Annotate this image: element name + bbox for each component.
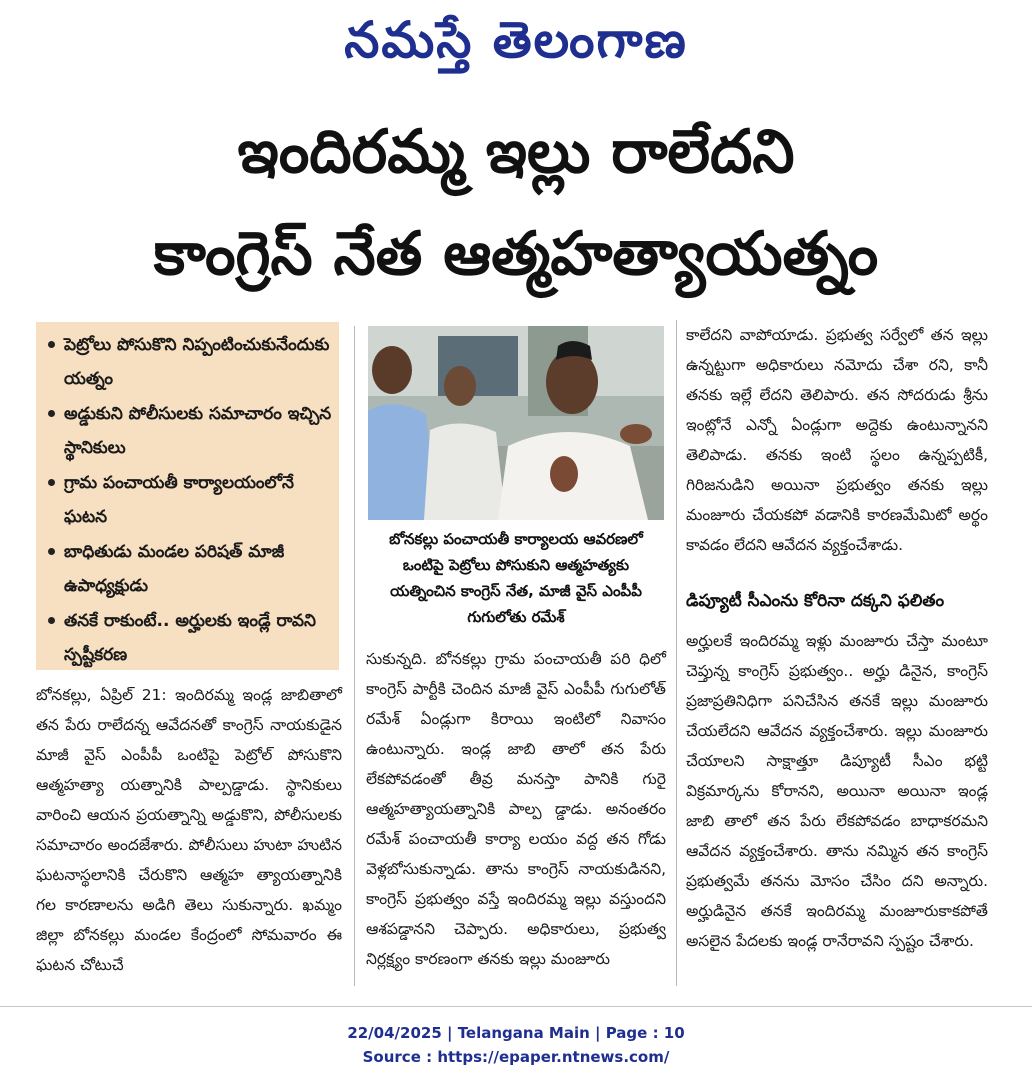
footer-divider: [0, 1006, 1032, 1007]
article-column-3-bottom: అర్హులకే ఇందిరమ్మ ఇళ్లు మంజూరు చేస్తా మంటూ చెప్తున్న కాంగ్రెస్ ప్రభుత్వం.. అర్హు డినైన, కాంగ్రెస్ ప్రజాప్రతినిధిగా పనిచేసిన తనకే ఇల్లు మంజూరు చేయలేదని ఆవేదన వ్యక్తంచేశారు. ఇల్లు మంజూరు చేయాలని సాక్షాత్తూ డిప్యూటీ సీఎం భట్టి విక్రమార్కను కోరానని, అయినా అయినా ఇండ్ల జాబి తాలో తన పేరు లేకపోవడం బాధాకరమని ఆవేదన వ్యక్తంచేశారు. తాను నమ్మిన తన కాంగ్రెస్ ప్రభుత్వమే తనను మోసం చేసిం దని అన్నారు. అర్హుడినైన తనకే ఇందిరమ్మ మంజూరుకాకపోతే అసలైన పేదలకు ఇండ్ల రానేరావని స్పష్టం చేశారు.: [686, 632, 988, 950]
highlight-item: పెట్రోలు పోసుకొని నిప్పంటించుకునేందుకు యత్నం: [46, 328, 333, 396]
column-divider: [676, 320, 677, 986]
footer-edition-info: 22/04/2025 | Telangana Main | Page : 10: [347, 1024, 685, 1042]
highlight-item: తనకే రాకుంటే.. అర్హులకు ఇండ్లే రావని స్పష్టీకరణ: [46, 604, 333, 672]
headline-line-1: ఇందిరమ్మ ఇల్లు రాలేదని: [237, 117, 795, 187]
news-photo: [368, 326, 664, 520]
article-column-1: బోనకల్లు, ఏప్రిల్ 21: ఇందిరమ్మ ఇండ్ల జాబితాలో తన పేరు రాలేదన్న ఆవేదనతో కాంగ్రెస్ నాయకుడైన మాజీ వైస్ ఎంపీపీ ఒంటిపై పెట్రోల్ పోసుకొని ఆత్మహత్యా యత్నానికి పాల్పడ్డాడు. స్థానికులు వారించి ఆయన ప్రయత్నాన్ని అడ్డుకొని, పోలీసులకు సమాచారం అందజేశారు. పోలీసులు హుటా హుటిన ఘటనాస్థలానికి చేరుకొని ఆత్మహ త్యాయత్నానికి గల కారణాలను అడిగి తెలు సుకున్నారు. ఖమ్మం జిల్లా బోనకల్లు మండల కేంద్రంలో సోమవారం ఈ ఘటన చోటుచే: [36, 686, 342, 974]
highlight-item: అడ్డుకుని పోలీసులకు సమాచారం ఇచ్చిన స్థానికులు: [46, 397, 333, 465]
article-subheading: డిప్యూటీ సీఎంను కోరినా దక్కని ఫలితం: [686, 591, 945, 611]
highlights-list: [46, 328, 333, 672]
highlight-item: గ్రామ పంచాయతీ కార్యాలయంలోనే ఘటన: [46, 466, 333, 534]
footer-source-link[interactable]: Source : https://epaper.ntnews.com/: [362, 1048, 670, 1066]
highlights-box: [36, 322, 339, 670]
newspaper-masthead: [0, 8, 1032, 72]
headline-line-2: కాంగ్రెస్ నేత ఆత్మహత్యాయత్నం: [153, 219, 879, 289]
article-column-3-top: కాలేదని వాపోయాడు. ప్రభుత్వ సర్వేలో తన ఇల్లు ఉన్నట్టుగా అధికారులు నమోదు చేశా రని, కానీ తనకు ఇల్లే లేదని తెలిపారు. తన సోదరుడు శ్రీను ఇంట్లోనే ఎన్నో ఏండ్లుగా అద్దెకు ఉంటున్నానని తెలిపాడు. తనకు ఇంటి స్థలం ఉన్నప్పటికీ, గిరిజనుడిని అయినా ప్రభుత్వం తనకు ఇల్లు మంజూరు చేయకపో వడానికి కారణమేమిటో అర్థం కావడం లేదని ఆవేదన వ్యక్తంచేశాడు.: [686, 326, 988, 554]
news-photo-image: [368, 326, 664, 520]
highlight-item: బాధితుడు మండల పరిషత్ మాజీ ఉపాధ్యక్షుడు: [46, 535, 333, 603]
column-divider: [354, 326, 355, 986]
article-column-2: సుకున్నది. బోనకల్లు గ్రామ పంచాయతీ పరి ధిలో కాంగ్రెస్ పార్టీకి చెందిన మాజీ వైస్ ఎంపీపీ గుగులోత్ రమేశ్ ఏండ్లుగా కిరాయి ఇంటిలో నివాసం ఉంటున్నారు. ఇండ్ల జాబి తాలో తన పేరు లేకపోవడంతో తీవ్ర మనస్తా పానికి గురై ఆత్మహత్యాయత్నానికి పాల్ప డ్డాడు. అనంతరం రమేశ్ పంచాయతీ కార్యా లయం వద్ద తన గోడు వెళ్లబోసుకున్నాడు. తాను కాంగ్రెస్ నాయకుడినని, కాంగ్రెస్ ప్రభుత్వం వస్తే ఇందిరమ్మ ఇల్లు వస్తుందని ఆశపడ్డానని చెప్పారు. అధికారులు, ప్రభుత్వ నిర్లక్ష్యం కారణంగా తనకు ఇల్లు మంజూరు: [366, 650, 666, 968]
photo-caption: బోనకల్లు పంచాయతీ కార్యాలయ ఆవరణలో ఒంటిపై పెట్రోలు పోసుకుని ఆత్మహత్యకు యత్నించిన కాంగ్రెస్ నేత, మాజీ వైస్ ఎంపీపీ గుగులోతు రమేశ్: [389, 530, 643, 626]
masthead-title: నమస్తే తెలంగాణ: [344, 11, 688, 69]
